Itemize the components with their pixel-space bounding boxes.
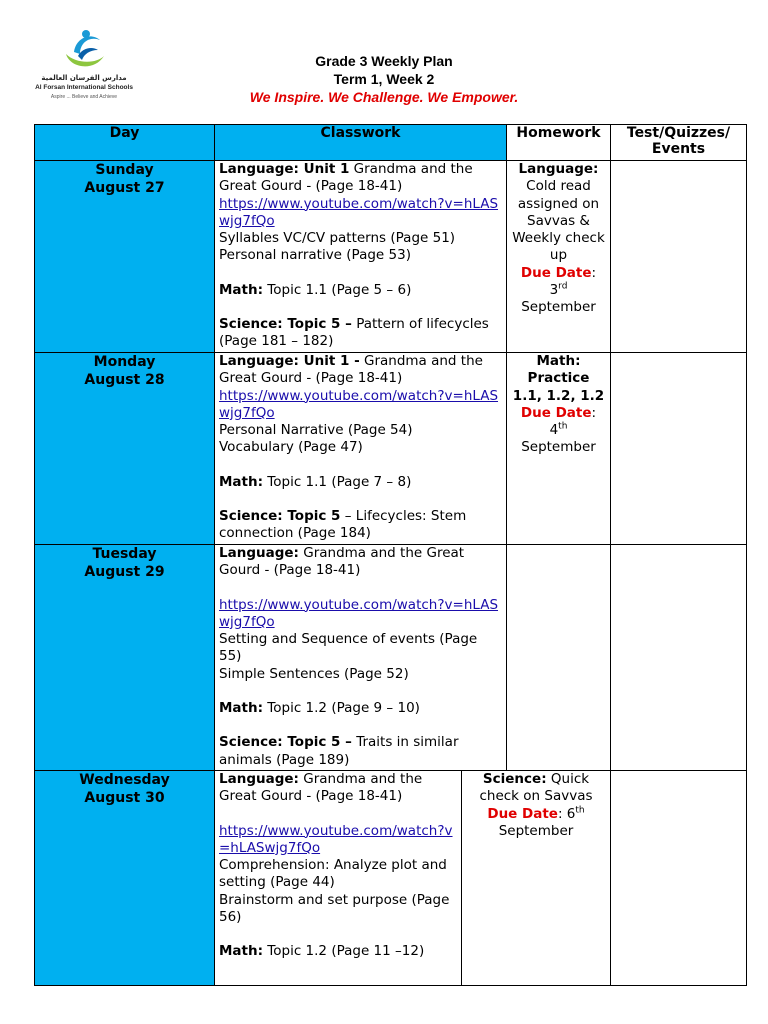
homework-cell: [507, 545, 611, 771]
due-date-suffix: th: [575, 805, 585, 816]
column-header-classwork: Classwork: [215, 125, 507, 161]
events-cell: [611, 353, 747, 545]
page-subtitle: Term 1, Week 2: [333, 71, 435, 87]
language-text: Grandma and the Great Gourd - (Page 18-41): [219, 161, 473, 195]
school-logo-icon: [60, 28, 108, 72]
table-row: [35, 771, 747, 986]
due-date-label: Due Date: [520, 404, 592, 421]
math-text: Topic 1.2 (Page 11 –12): [263, 943, 425, 960]
math-label: Math:: [219, 943, 264, 960]
day-name: Wednesday: [79, 772, 170, 788]
weekly-plan-table: [34, 124, 747, 986]
language-text: Grandma and the Great Gourd - (Page 18-41): [219, 545, 465, 579]
language-label: Language:: [219, 545, 299, 561]
column-header-homework: Homework: [507, 125, 611, 161]
homework-text: Quick check on Savvas: [479, 771, 593, 805]
day-date: August 29: [84, 564, 165, 580]
due-date-label: Due Date: [520, 264, 592, 281]
homework-text: Cold read assigned on Savvas & Weekly check up: [512, 178, 605, 264]
due-date-value: : 4: [549, 404, 597, 439]
science-text: Traits in similar animals (Page 189): [219, 734, 459, 768]
classwork-cell: [215, 353, 507, 545]
day-date: August 27: [84, 180, 165, 196]
math-text: Topic 1.1 (Page 5 – 6): [263, 281, 412, 298]
language-text: Grandma and the Great Gourd - (Page 18-41): [219, 353, 483, 387]
math-label: Math:: [219, 281, 264, 298]
homework-cell: [462, 771, 610, 985]
day-date: August 30: [84, 790, 165, 806]
events-cell: [611, 545, 747, 771]
math-label: Math:: [219, 473, 264, 490]
table-row: [35, 161, 747, 353]
homework-label: Science:: [482, 771, 547, 787]
video-link[interactable]: https://www.youtube.com/watch?v=hLASwjg7fQo: [219, 387, 499, 421]
homework-label: Language:: [518, 161, 599, 177]
events-cell: [611, 161, 747, 353]
day-name: Tuesday: [92, 546, 157, 562]
due-date-month: September: [521, 299, 596, 316]
school-name-english: Al Forsan International Schools: [35, 84, 133, 91]
events-cell: [611, 771, 747, 986]
day-cell: [35, 545, 215, 771]
classwork-line: Vocabulary (Page 47): [219, 439, 363, 456]
language-label: Language:: [219, 771, 299, 787]
science-text: Pattern of lifecycles (Page 181 – 182): [219, 316, 489, 350]
math-label: Math:: [219, 700, 264, 717]
science-label: Science: Topic 5 –: [219, 734, 352, 751]
day-date: August 28: [84, 372, 165, 388]
classwork-line: Comprehension: Analyze plot and setting (Page 44): [219, 857, 447, 891]
school-name-arabic: مدارس الفرسان العالمية: [41, 74, 127, 82]
school-tagline: Aspire ... Believe and Achieve: [50, 94, 118, 100]
video-link[interactable]: https://www.youtube.com/watch?v=hLASwjg7fQo: [219, 195, 499, 229]
due-date-suffix: rd: [558, 281, 568, 292]
classwork-cell: [215, 161, 507, 353]
day-cell: [35, 771, 215, 986]
page-header: [150, 52, 618, 106]
homework-cell: [507, 353, 611, 545]
math-text: Topic 1.1 (Page 7 – 8): [263, 473, 412, 490]
language-label: Language: Unit 1 -: [219, 353, 360, 369]
science-text: – Lifecycles: Stem connection (Page 184): [219, 508, 467, 542]
video-link[interactable]: https://www.youtube.com/watch?v=hLASwjg7fQo: [219, 822, 453, 856]
classwork-line: Syllables VC/CV patterns (Page 51): [219, 230, 456, 247]
math-text: Topic 1.2 (Page 9 – 10): [263, 700, 420, 717]
science-label: Science: Topic 5: [219, 508, 341, 525]
due-date-month: September: [521, 439, 596, 456]
day-cell: [35, 161, 215, 353]
language-text: Grandma and the Great Gourd - (Page 18-41): [219, 771, 423, 805]
classwork-cell: [215, 771, 611, 986]
due-date-value: : 6: [557, 805, 576, 822]
due-date-suffix: th: [558, 421, 568, 432]
classwork-line: Setting and Sequence of events (Page 55): [219, 631, 478, 665]
classwork-line: Personal narrative (Page 53): [219, 247, 411, 264]
classwork-line: Simple Sentences (Page 52): [219, 665, 409, 682]
table-row: [35, 545, 747, 771]
due-date-label: Due Date: [487, 805, 558, 822]
day-name: Monday: [93, 354, 156, 370]
classwork-line: Personal Narrative (Page 54): [219, 422, 413, 439]
classwork-cell: [215, 545, 507, 771]
science-label: Science: Topic 5 –: [219, 316, 352, 333]
day-cell: [35, 353, 215, 545]
language-label: Language: Unit 1: [219, 161, 350, 177]
table-header-row: [35, 125, 747, 161]
video-link[interactable]: https://www.youtube.com/watch?v=hLASwjg7fQo: [219, 596, 499, 630]
school-slogan: We Inspire. We Challenge. We Empower.: [249, 89, 519, 105]
column-header-day: Day: [35, 125, 215, 161]
homework-label: Math: Practice 1.1, 1.2, 1.2: [512, 353, 605, 404]
homework-cell: [507, 161, 611, 353]
due-date-month: September: [498, 822, 574, 839]
school-logo: [28, 28, 140, 108]
classwork-content: [215, 771, 462, 985]
page-title: Grade 3 Weekly Plan: [315, 53, 453, 69]
table-row: [35, 353, 747, 545]
due-date-value: : 3: [549, 264, 597, 299]
day-name: Sunday: [95, 162, 154, 178]
classwork-line: Brainstorm and set purpose (Page 56): [219, 891, 450, 926]
column-header-events: Test/Quizzes/ Events: [611, 125, 747, 161]
